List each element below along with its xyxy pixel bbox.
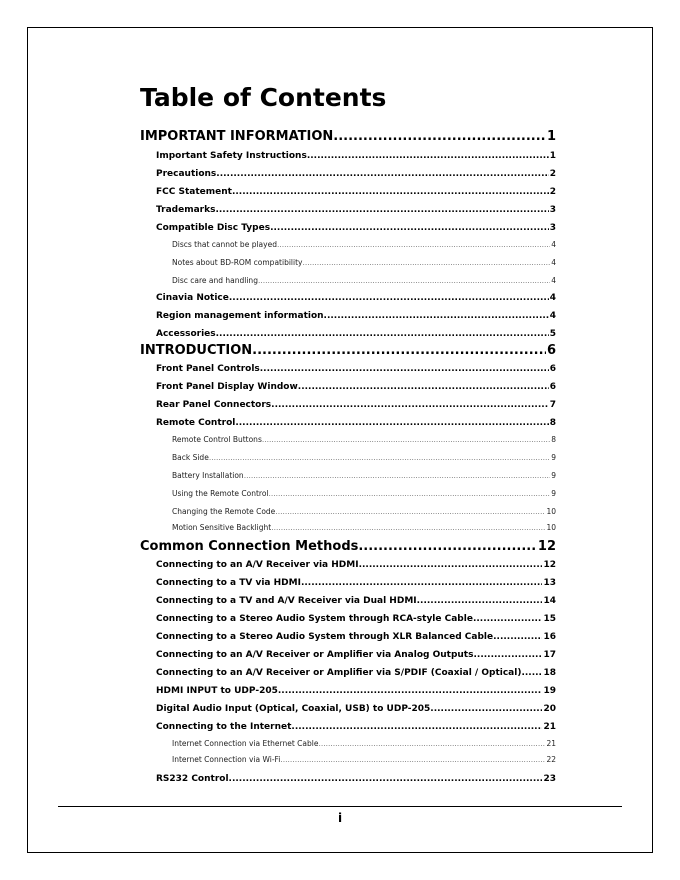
toc-entry-title: Connecting to the Internet bbox=[156, 722, 292, 732]
dot-leader bbox=[229, 773, 543, 785]
toc-entry-title: Important Safety Instructions bbox=[156, 151, 307, 161]
toc-entry-page: 2 bbox=[549, 169, 556, 179]
dot-leader bbox=[359, 559, 543, 571]
dot-leader bbox=[260, 363, 549, 375]
toc-entry-page: 6 bbox=[549, 382, 556, 392]
toc-entry-level-2[interactable] bbox=[156, 168, 556, 180]
toc-entry-level-2[interactable] bbox=[156, 595, 556, 607]
toc-entry-page: 21 bbox=[543, 722, 556, 732]
toc-entry-title: Changing the Remote Code bbox=[172, 507, 276, 516]
toc-entry-level-2[interactable] bbox=[156, 328, 556, 340]
toc-entry-level-3[interactable] bbox=[172, 240, 556, 250]
toc-entry-title: Using the Remote Control bbox=[172, 489, 269, 498]
dot-leader bbox=[333, 129, 546, 145]
toc-entry-level-1[interactable] bbox=[140, 129, 556, 145]
toc-entry-title: Remote Control Buttons bbox=[172, 435, 262, 444]
toc-entry-level-2[interactable] bbox=[156, 381, 556, 393]
toc-entry-title: RS232 Control bbox=[156, 774, 229, 784]
dot-leader bbox=[291, 721, 542, 733]
toc-entry-title: Front Panel Controls bbox=[156, 364, 260, 374]
dot-leader bbox=[269, 489, 551, 499]
toc-entry-title: Compatible Disc Types bbox=[156, 223, 271, 233]
dot-leader bbox=[473, 613, 543, 625]
toc-entry-title: Connecting to a Stereo Audio System through XLR Balanced Cable bbox=[156, 632, 494, 642]
toc-entry-page: 4 bbox=[549, 293, 556, 303]
toc-entry-level-3[interactable] bbox=[172, 453, 556, 463]
toc-entry-page: 9 bbox=[551, 489, 556, 498]
toc-entry-page: 6 bbox=[546, 343, 556, 358]
dot-leader bbox=[417, 595, 543, 607]
dot-leader bbox=[277, 240, 550, 250]
toc-entry-title: IMPORTANT INFORMATION bbox=[140, 129, 334, 144]
toc-entry-title: Rear Panel Connectors bbox=[156, 400, 272, 410]
toc-entry-page: 14 bbox=[543, 596, 556, 606]
toc-entry-level-1[interactable] bbox=[140, 343, 556, 359]
toc-entry-level-2[interactable] bbox=[156, 150, 556, 162]
toc-entry-level-2[interactable] bbox=[156, 721, 556, 733]
page-title: Table of Contents bbox=[140, 83, 387, 112]
toc-entry-level-2[interactable] bbox=[156, 773, 556, 785]
dot-leader bbox=[229, 292, 549, 304]
toc-entry-page: 7 bbox=[549, 400, 556, 410]
toc-entry-level-2[interactable] bbox=[156, 703, 556, 715]
toc-entry-title: Internet Connection via Ethernet Cable bbox=[172, 739, 319, 748]
toc-entry-title: HDMI INPUT to UDP-205 bbox=[156, 686, 278, 696]
toc-entry-title: Remote Control bbox=[156, 418, 236, 428]
toc-entry-level-2[interactable] bbox=[156, 559, 556, 571]
toc-entry-level-2[interactable] bbox=[156, 310, 556, 322]
toc-entry-page: 6 bbox=[549, 364, 556, 374]
toc-entry-page: 13 bbox=[543, 578, 556, 588]
dot-leader bbox=[521, 667, 542, 679]
toc-entry-level-3[interactable] bbox=[172, 507, 556, 517]
toc-entry-page: 8 bbox=[551, 435, 556, 444]
toc-entry-page: 22 bbox=[546, 755, 556, 764]
toc-entry-level-2[interactable] bbox=[156, 222, 556, 234]
toc-entry-level-3[interactable] bbox=[172, 739, 556, 749]
toc-entry-page: 9 bbox=[551, 453, 556, 462]
dot-leader bbox=[298, 381, 549, 393]
toc-entry-page: 10 bbox=[546, 523, 556, 532]
dot-leader bbox=[358, 539, 537, 555]
toc-entry-page: 5 bbox=[549, 329, 556, 339]
toc-entry-level-2[interactable] bbox=[156, 667, 556, 679]
page-number: i bbox=[337, 811, 343, 825]
toc-entry-page: 1 bbox=[549, 151, 556, 161]
dot-leader bbox=[324, 310, 549, 322]
toc-entry-title: Trademarks bbox=[156, 205, 216, 215]
toc-entry-page: 19 bbox=[543, 686, 556, 696]
toc-entry-page: 4 bbox=[551, 276, 556, 285]
toc-entry-page: 16 bbox=[543, 632, 556, 642]
toc-entry-level-3[interactable] bbox=[172, 471, 556, 481]
toc-entry-level-3[interactable] bbox=[172, 435, 556, 445]
toc-entry-level-2[interactable] bbox=[156, 631, 556, 643]
dot-leader bbox=[271, 399, 549, 411]
toc-entry-title: Cinavia Notice bbox=[156, 293, 229, 303]
toc-entry-title: FCC Statement bbox=[156, 187, 232, 197]
dot-leader bbox=[215, 204, 548, 216]
toc-entry-page: 2 bbox=[549, 187, 556, 197]
toc-entry-page: 3 bbox=[549, 223, 556, 233]
dot-leader bbox=[235, 417, 548, 429]
toc-entry-level-1[interactable] bbox=[140, 539, 556, 555]
toc-entry-level-2[interactable] bbox=[156, 363, 556, 375]
dot-leader bbox=[270, 222, 549, 234]
toc-entry-level-3[interactable] bbox=[172, 258, 556, 268]
toc-entry-level-2[interactable] bbox=[156, 685, 556, 697]
dot-leader bbox=[307, 150, 549, 162]
dot-leader bbox=[232, 186, 549, 198]
dot-leader bbox=[244, 471, 551, 481]
footer-divider bbox=[58, 806, 622, 807]
toc-entry-level-2[interactable] bbox=[156, 649, 556, 661]
toc-entry-page: 10 bbox=[546, 507, 556, 516]
dot-leader bbox=[302, 258, 550, 268]
toc-entry-title: Battery Installation bbox=[172, 471, 244, 480]
toc-entry-title: Internet Connection via Wi-Fi bbox=[172, 755, 281, 764]
toc-entry-title: Precautions bbox=[156, 169, 217, 179]
toc-entry-level-2[interactable] bbox=[156, 417, 556, 429]
toc-entry-level-2[interactable] bbox=[156, 613, 556, 625]
toc-entry-title: Common Connection Methods bbox=[140, 539, 359, 554]
toc-entry-title: Discs that cannot be played bbox=[172, 240, 277, 249]
dot-leader bbox=[271, 523, 545, 533]
toc-entry-title: Connecting to an A/V Receiver or Amplifier via S/PDIF (Coaxial / Optical) bbox=[156, 668, 522, 678]
toc-entry-page: 15 bbox=[543, 614, 556, 624]
toc-entry-level-3[interactable] bbox=[172, 755, 556, 765]
dot-leader bbox=[258, 276, 550, 286]
toc-entry-page: 23 bbox=[543, 774, 556, 784]
dot-leader bbox=[216, 328, 549, 340]
toc-entry-title: Connecting to a TV via HDMI bbox=[156, 578, 301, 588]
toc-entry-level-2[interactable] bbox=[156, 204, 556, 216]
toc-entry-page: 20 bbox=[543, 704, 556, 714]
toc-entry-page: 4 bbox=[549, 311, 556, 321]
dot-leader bbox=[318, 739, 545, 749]
toc-entry-page: 4 bbox=[551, 240, 556, 249]
dot-leader bbox=[262, 435, 550, 445]
toc-entry-level-3[interactable] bbox=[172, 489, 556, 499]
dot-leader bbox=[473, 649, 542, 661]
toc-entry-page: 12 bbox=[537, 539, 556, 554]
toc-entry-page: 1 bbox=[546, 129, 556, 144]
toc-entry-page: 12 bbox=[543, 560, 556, 570]
toc-entry-page: 17 bbox=[543, 650, 556, 660]
toc-entry-level-2[interactable] bbox=[156, 399, 556, 411]
toc-entry-level-2[interactable] bbox=[156, 186, 556, 198]
toc-entry-page: 21 bbox=[546, 739, 556, 748]
toc-entry-title: Region management information bbox=[156, 311, 324, 321]
toc-entry-title: Digital Audio Input (Optical, Coaxial, USB) to UDP-205 bbox=[156, 704, 431, 714]
toc-entry-page: 9 bbox=[551, 471, 556, 480]
dot-leader bbox=[216, 168, 548, 180]
toc-entry-page: 3 bbox=[549, 205, 556, 215]
dot-leader bbox=[278, 685, 543, 697]
toc-entry-title: Connecting to a TV and A/V Receiver via Dual HDMI bbox=[156, 596, 417, 606]
toc-entry-title: Connecting to a Stereo Audio System through RCA-style Cable bbox=[156, 614, 473, 624]
toc-entry-title: Connecting to an A/V Receiver via HDMI bbox=[156, 560, 359, 570]
toc-entry-level-3[interactable] bbox=[172, 523, 556, 533]
toc-entry-page: 4 bbox=[551, 258, 556, 267]
dot-leader bbox=[252, 343, 546, 359]
dot-leader bbox=[430, 703, 542, 715]
toc-entry-level-3[interactable] bbox=[172, 276, 556, 286]
toc-entry-title: Accessories bbox=[156, 329, 216, 339]
dot-leader bbox=[280, 755, 545, 765]
toc-entry-title: Disc care and handling bbox=[172, 276, 258, 285]
toc-entry-title: Notes about BD-ROM compatibility bbox=[172, 258, 303, 267]
toc-entry-title: Connecting to an A/V Receiver or Amplifier via Analog Outputs bbox=[156, 650, 474, 660]
toc-entry-title: Motion Sensitive Backlight bbox=[172, 523, 272, 532]
toc-entry-level-2[interactable] bbox=[156, 577, 556, 589]
dot-leader bbox=[493, 631, 542, 643]
toc-entry-title: INTRODUCTION bbox=[140, 343, 253, 358]
toc-entry-title: Back Side bbox=[172, 453, 209, 462]
toc-entry-level-2[interactable] bbox=[156, 292, 556, 304]
dot-leader bbox=[301, 577, 543, 589]
dot-leader bbox=[275, 507, 545, 517]
toc-entry-page: 18 bbox=[543, 668, 556, 678]
toc-entry-title: Front Panel Display Window bbox=[156, 382, 298, 392]
toc-entry-page: 8 bbox=[549, 418, 556, 428]
dot-leader bbox=[209, 453, 550, 463]
